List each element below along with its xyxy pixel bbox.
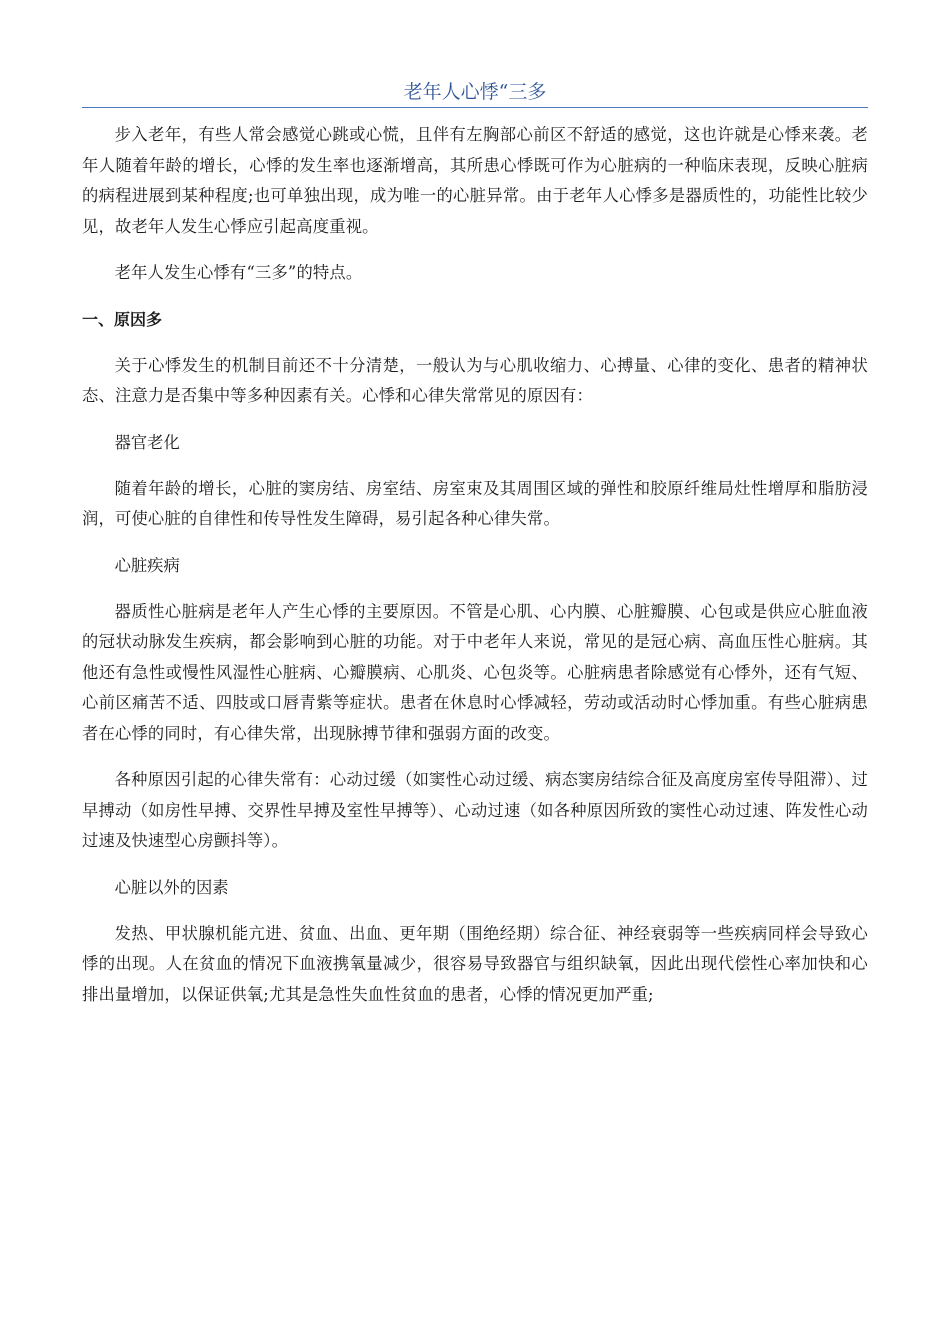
paragraph-intro: 步入老年，有些人常会感觉心跳或心慌，且伴有左胸部心前区不舒适的感觉，这也许就是心悸来袭。老年人随着年龄的增长，心悸的发生率也逐渐增高，其所患心悸既可作为心脏病的一种临床表现，反映心脏病的病程进展到某种程度;也可单独出现，成为唯一的心脏异常。由于老年人心悸多是器质性的，功能性比较少见，故老年人发生心悸应引起高度重视。 (82, 125, 868, 236)
paragraph-arrhythmia: 各种原因引起的心律失常有：心动过缓（如窦性心动过缓、病态窦房结综合征及高度房室传导阻滞）、过早搏动（如房性早搏、交界性早搏及室性早搏等）、心动过速（如各种原因所致的窦性心动过速、阵发性心动过速及快速型心房颤抖等）。 (82, 770, 868, 850)
subheading-heart-disease: 心脏疾病 (114, 555, 180, 575)
paragraph-organ-aging: 随着年龄的增长，心脏的窦房结、房室结、房室束及其周围区域的弹性和胶原纤维局灶性增厚和脂肪浸润，可使心脏的自律性和传导性发生障碍，易引起各种心律失常。 (82, 478, 868, 528)
paragraph-non-cardiac: 发热、甲状腺机能亢进、贫血、出血、更年期（围绝经期）综合征、神经衰弱等一些疾病同样会导致心悸的出现。人在贫血的情况下血液携氧量减少，很容易导致器官与组织缺氧，因此出现代偿性心率加快和心排出量增加，以保证供氧;尤其是急性失血性贫血的患者，心悸的情况更加严重; (82, 923, 868, 1004)
document-page (82, 78, 868, 1026)
subheading-organ-aging: 器官老化 (114, 432, 180, 452)
paragraph-mechanism: 关于心悸发生的机制目前还不十分清楚，一般认为与心肌收缩力、心搏量、心律的变化、患者的精神状态、注意力是否集中等多种因素有关。心悸和心律失常常见的原因有： (82, 355, 868, 405)
document-title: 老年人心悸“三多 (82, 78, 868, 108)
paragraph-heart-disease: 器质性心脏病是老年人产生心悸的主要原因。不管是心肌、心内膜、心脏瓣膜、心包或是供应心脏血液的冠状动脉发生疾病，都会影响到心脏的功能。对于中老年人来说，常见的是冠心病、高血压性心脏病。其他还有急性或慢性风湿性心脏病、心瓣膜病、心肌炎、心包炎等。心脏病患者除感觉有心悸外，还有气短、心前区痛苦不适、四肢或口唇青紫等症状。患者在休息时心悸减轻，劳动或活动时心悸加重。有些心脏病患者在心悸的同时，有心律失常，出现脉搏节律和强弱方面的改变。 (82, 601, 868, 743)
subheading-non-cardiac: 心脏以外的因素 (114, 877, 229, 897)
section-heading-causes: 一、原因多 (82, 309, 163, 329)
paragraph-three-features: 老年人发生心悸有“三多”的特点。 (114, 263, 363, 282)
